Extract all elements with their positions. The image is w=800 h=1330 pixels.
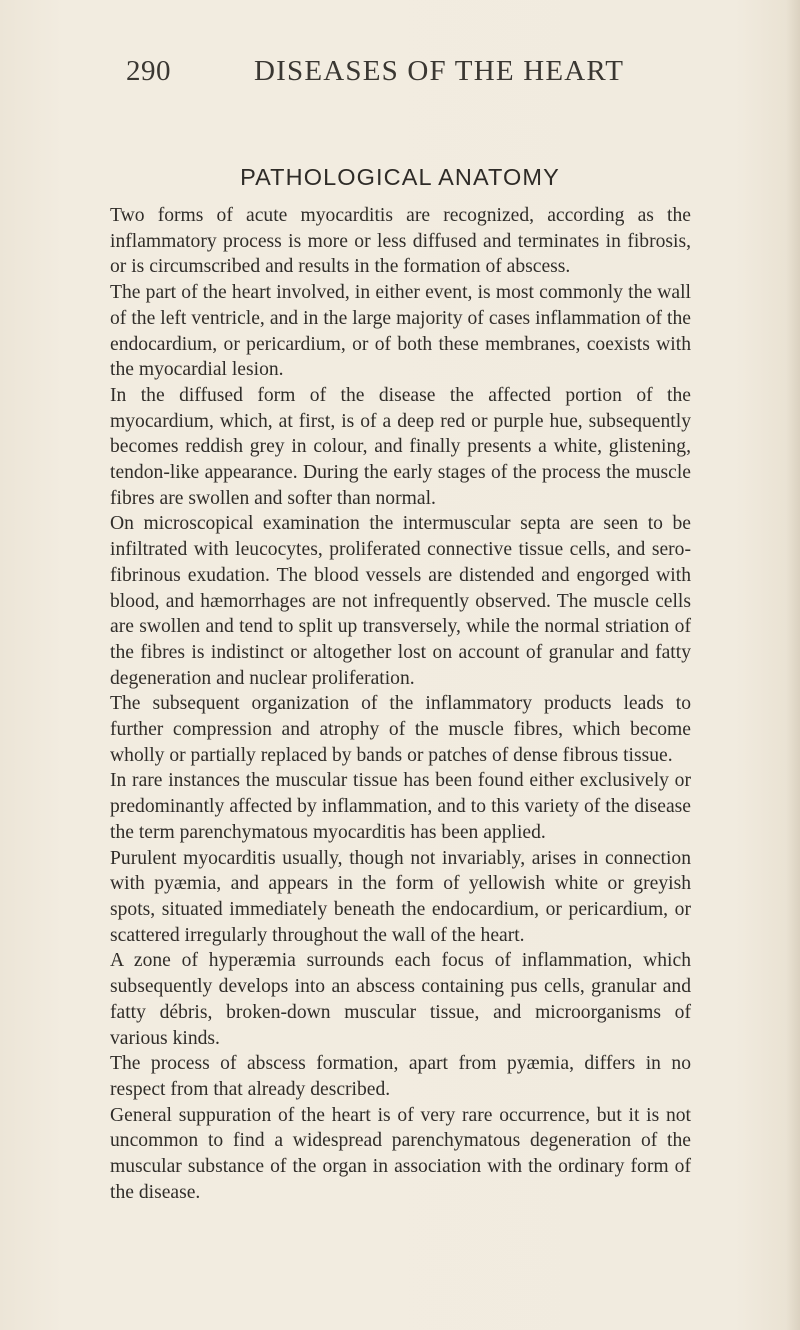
page-edge-shadow bbox=[786, 0, 800, 1330]
section-heading: PATHOLOGICAL ANATOMY bbox=[240, 164, 560, 190]
running-head bbox=[126, 55, 686, 97]
page-number: 290 bbox=[126, 55, 171, 87]
body-text bbox=[110, 203, 691, 1205]
paragraph: In the diffused form of the disease the affected portion of the myocardium, which, at first, is of a deep red or purple hue, subsequently becomes reddish grey in colour, and finally presents a white, glistening, tendon-like appearance. During the early stages of the process the muscle fibres are swollen and softer than normal. bbox=[110, 384, 691, 509]
paragraph: Purulent myocarditis usually, though not invariably, arises in connection with pyæmia, and appears in the form of yellowish white or greyish spots, situated immediately beneath the endocardium, or pericardium, or scattered irregularly throughout the wall of the heart. bbox=[110, 847, 691, 946]
paragraph: Two forms of acute myocarditis are recognized, according as the inflammatory process is more or less diffused and terminates in fibrosis, or is circumscribed and results in the formation of abscess. bbox=[110, 205, 691, 278]
paragraph: A zone of hyperæmia surrounds each focus of inflammation, which subsequently develops into an abscess containing pus cells, granular and fatty débris, broken-down muscular tissue, and microorganisms of various kinds. bbox=[110, 950, 691, 1049]
running-title: DISEASES OF THE HEART bbox=[254, 55, 625, 87]
paragraph: On microscopical examination the intermuscular septa are seen to be infiltrated with leucocytes, proliferated connective tissue cells, and sero-fibrinous exudation. The blood vessels are distended and engorged with blood, and hæmorrhages are not infrequently observed. The muscle cells are swollen and tend to split up transversely, while the normal striation of the fibres is indistinct or altogether lost on account of granular and fatty degeneration and nuclear proliferation. bbox=[110, 513, 691, 689]
paragraph: The subsequent organization of the inflammatory products leads to further compression and atrophy of the muscle fibres, which become wholly or partially replaced by bands or patches of dense fibrous tissue. bbox=[110, 693, 691, 766]
paragraph: The process of abscess formation, apart from pyæmia, differs in no respect from that already described. bbox=[110, 1053, 691, 1100]
paragraph: The part of the heart involved, in either event, is most commonly the wall of the left ventricle, and in the large majority of cases inflammation of the endocardium, or pericardium, or of both these membranes, coexists with the myocardial lesion. bbox=[110, 282, 691, 381]
paragraph: General suppuration of the heart is of very rare occurrence, but it is not uncommon to find a widespread parenchymatous degeneration of the muscular substance of the organ in association with the ordinary form of the disease. bbox=[110, 1104, 691, 1203]
paragraph: In rare instances the muscular tissue has been found either exclusively or predominantly affected by inflammation, and to this variety of the disease the term parenchymatous myocarditis has been applied. bbox=[110, 770, 691, 843]
